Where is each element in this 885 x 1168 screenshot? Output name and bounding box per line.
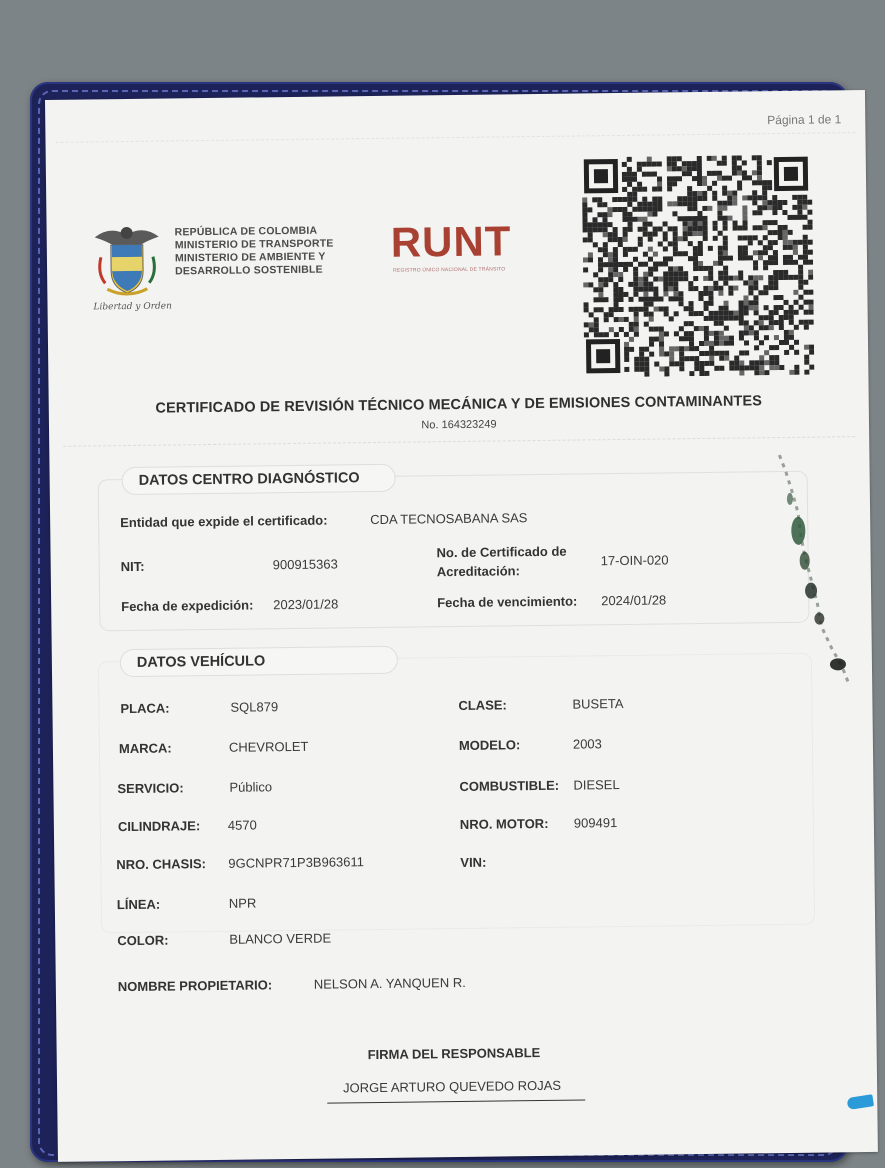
- qr-code-icon: [580, 153, 815, 378]
- government-header: [175, 224, 334, 278]
- runt-logo: RUNT: [390, 217, 512, 266]
- marca-value: CHEVROLET: [228, 738, 309, 755]
- nit-value: 900915363: [272, 556, 338, 573]
- centro-section-heading: DATOS CENTRO DIAGNÓSTICO: [121, 464, 395, 495]
- combustible-label: COMBUSTIBLE:: [459, 777, 560, 794]
- colombia-coat-of-arms-icon: [91, 223, 164, 300]
- vehiculo-section-box: [98, 653, 815, 934]
- blue-ink-mark: [847, 1094, 875, 1110]
- combustible-value: DIESEL: [573, 777, 620, 793]
- linea-value: NPR: [228, 895, 257, 911]
- page-label: Página 1 de 1: [767, 112, 842, 128]
- gov-line-3: MINISTERIO DE AMBIENTE Y: [174, 250, 326, 265]
- top-divider: [56, 132, 856, 143]
- propietario-value: NELSON A. YANQUEN R.: [313, 974, 466, 992]
- clase-value: BUSETA: [572, 695, 624, 712]
- certificate-number: No. 164323249: [421, 418, 497, 432]
- gov-line-4: DESARROLLO SOSTENIBLE: [175, 263, 323, 278]
- acreditacion-value: 17-OIN-020: [600, 552, 669, 569]
- vin-label: VIN:: [460, 854, 487, 870]
- acreditacion-label: [436, 542, 566, 582]
- title-divider: [63, 436, 855, 447]
- expedicion-value: 2023/01/28: [273, 596, 339, 613]
- firma-label: FIRMA DEL RESPONSABLE: [367, 1045, 541, 1063]
- entidad-label: Entidad que expide el certificado:: [120, 512, 328, 531]
- clase-label: CLASE:: [458, 697, 507, 713]
- nit-label: NIT:: [120, 558, 145, 575]
- expedicion-label: Fecha de expedición:: [121, 597, 254, 615]
- firma-name: JORGE ARTURO QUEVEDO ROJAS: [343, 1077, 562, 1096]
- entidad-value: CDA TECNOSABANA SAS: [370, 510, 528, 528]
- placa-label: PLACA:: [120, 700, 170, 717]
- chasis-label: NRO. CHASIS:: [116, 856, 206, 873]
- acreditacion-label-line2: Acreditación:: [436, 563, 520, 580]
- cilindraje-label: CILINDRAJE:: [117, 818, 201, 835]
- gov-line-2: MINISTERIO DE TRANSPORTE: [174, 237, 334, 252]
- escudo-caption: Libertad y Orden: [93, 301, 172, 313]
- ink-stain-mark: [739, 450, 852, 691]
- runt-subtitle: REGISTRO ÚNICO NACIONAL DE TRÁNSITO: [393, 266, 506, 274]
- acreditacion-label-line1: No. de Certificado de: [436, 543, 567, 561]
- signature-line: [327, 1099, 585, 1103]
- linea-label: LÍNEA:: [116, 896, 161, 913]
- servicio-label: SERVICIO:: [117, 780, 184, 797]
- cilindraje-value: 4570: [227, 817, 257, 833]
- motor-value: 909491: [573, 815, 618, 831]
- vencimiento-value: 2024/01/28: [601, 592, 667, 609]
- modelo-value: 2003: [572, 736, 602, 752]
- motor-label: NRO. MOTOR:: [459, 815, 549, 832]
- color-value: BLANCO VERDE: [229, 930, 332, 947]
- propietario-label: NOMBRE PROPIETARIO:: [117, 977, 273, 995]
- marca-label: MARCA:: [118, 740, 172, 757]
- modelo-label: MODELO:: [458, 737, 521, 753]
- chasis-value: 9GCNPR71P3B963611: [228, 854, 365, 871]
- placa-value: SQL879: [230, 699, 279, 715]
- certificate-title: CERTIFICADO DE REVISIÓN TÉCNICO MECÁNICA Y DE EMISIONES CONTAMINANTES: [155, 393, 763, 417]
- certificate-sheet: [45, 90, 878, 1162]
- servicio-value: Público: [229, 779, 273, 795]
- color-label: COLOR:: [117, 932, 169, 949]
- gov-line-1: REPÚBLICA DE COLOMBIA: [174, 224, 318, 239]
- vehiculo-section-heading: DATOS VEHÍCULO: [120, 646, 398, 677]
- vencimiento-label: Fecha de vencimiento:: [437, 593, 578, 611]
